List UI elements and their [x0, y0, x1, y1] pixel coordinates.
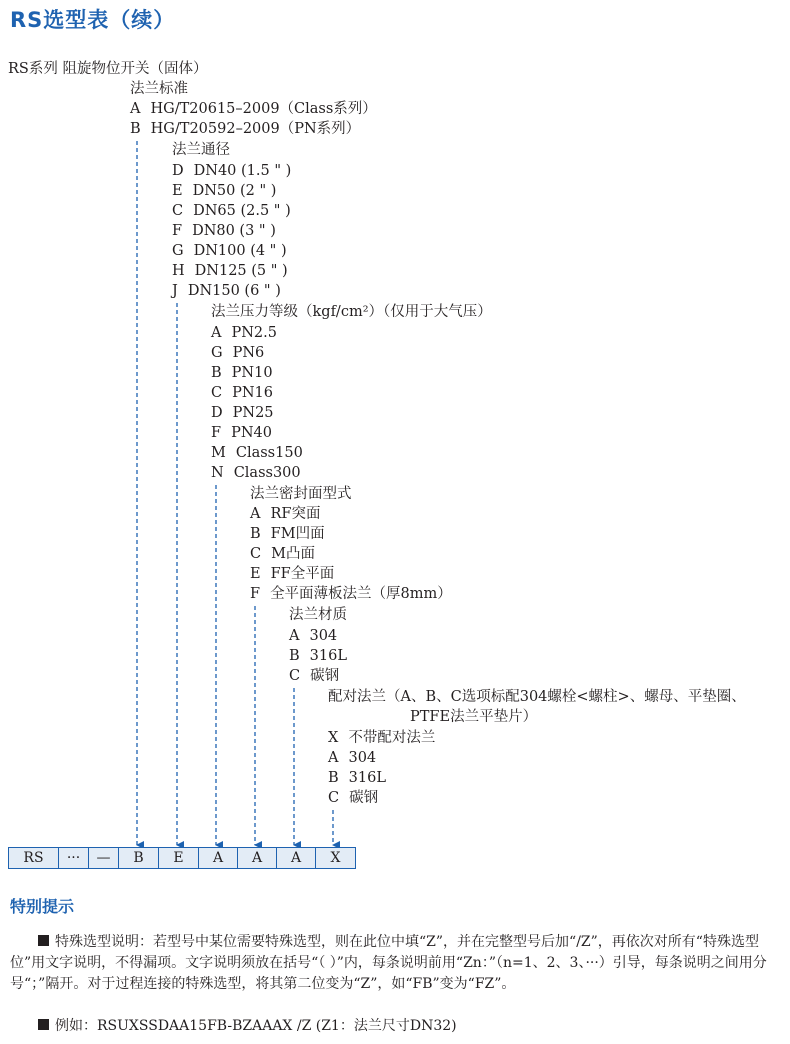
option-text: DN40 (1.5 " )	[193, 163, 292, 179]
example-paragraph	[10, 1016, 785, 1037]
group-header-flange-diameter: 法兰通径	[172, 142, 230, 158]
option-code: A	[328, 750, 339, 766]
option-code: B	[211, 365, 222, 381]
option-code: G	[172, 243, 184, 259]
code-cell: X	[330, 850, 341, 866]
option-code: F	[250, 586, 261, 602]
option-code: A	[130, 101, 141, 117]
option-text: 全平面薄板法兰（厚8mm）	[270, 586, 452, 602]
group-header-sealing-face: 法兰密封面型式	[250, 486, 352, 502]
option-text: PN16	[232, 385, 274, 401]
option-text: DN100 (4 " )	[193, 243, 287, 259]
option-code: N	[211, 465, 224, 481]
option-text: 304	[348, 750, 377, 766]
group-header-pressure-rating: 法兰压力等级（kgf/cm²）（仅用于大气压）	[211, 304, 492, 320]
option-text: FM凹面	[270, 526, 325, 542]
series-title: RS系列 阻旋物位开关（固体）	[8, 61, 208, 77]
option-code: C	[172, 203, 184, 219]
option-text: DN80 (3 " )	[192, 223, 276, 239]
group-header-flange-standard: 法兰标准	[130, 81, 188, 97]
code-cell: A	[238, 848, 277, 868]
code-cell: A	[277, 848, 316, 868]
option-code: B	[328, 770, 339, 786]
option-text: PN10	[231, 365, 273, 381]
option-text: PN2.5	[231, 325, 277, 341]
option-code: X	[328, 730, 339, 746]
option-text: PN40	[231, 425, 272, 441]
option-text: HG/T20615–2009（Class系列）	[150, 101, 377, 117]
option-code: C	[289, 668, 301, 684]
option-code: B	[289, 648, 300, 664]
option-code: C	[250, 546, 262, 562]
option-code: C	[328, 790, 340, 806]
option-text: DN125 (5 " )	[194, 263, 288, 279]
option-code: A	[289, 628, 300, 644]
code-cell: A	[199, 848, 238, 868]
option-text: FF全平面	[270, 566, 335, 582]
code-cell: —	[89, 848, 119, 868]
group-header-mating-flange: 配对法兰（A、B、C选项标配304螺栓<螺柱>、螺母、平垫圈、	[328, 689, 746, 705]
option-code: J	[172, 283, 178, 299]
option-code: M	[211, 445, 226, 461]
option-text: DN50 (2 " )	[192, 183, 277, 199]
code-cell: ···	[59, 848, 89, 868]
code-cell: B	[119, 848, 159, 868]
option-text: PN25	[232, 405, 274, 421]
model-code-bar	[8, 847, 356, 869]
option-code: A	[211, 325, 222, 341]
option-text: Class150	[235, 445, 303, 461]
code-cell: E	[159, 848, 199, 868]
option-text: 碳钢	[310, 668, 340, 684]
option-text: Class300	[233, 465, 301, 481]
option-text: DN150 (6 " )	[187, 283, 281, 299]
option-text: 碳钢	[349, 790, 379, 806]
group-header-flange-material: 法兰材质	[289, 607, 347, 623]
option-code: B	[250, 526, 261, 542]
option-text: 316L	[309, 648, 347, 664]
option-code: G	[211, 345, 223, 361]
option-text: RF突面	[270, 506, 321, 522]
option-text: M凸面	[271, 546, 315, 562]
special-note-paragraph	[10, 932, 785, 995]
square-bullet-icon	[38, 935, 49, 946]
section-title-special-note: 特别提示	[10, 897, 75, 916]
special-note-text: 特殊选型说明：若型号中某位需要特殊选型，则在此位中填“Z”，并在完整型号后加“/Z”，再依次对所有“特殊选型位”用文字说明，不得漏项。文字说明须放在括号“（ ）”内，每条说明前用“Zn：”（n=1、2、3、···）引导，每条说明之间用分号“；”隔开。对于过程连接的特殊选型，将其第二位变为“Z”，如“FB”变为“FZ”。	[10, 934, 767, 992]
square-bullet-icon	[38, 1019, 49, 1030]
page-title: RS选型表（续）	[10, 8, 176, 32]
option-code: E	[250, 566, 261, 582]
option-code: B	[130, 121, 141, 137]
option-code: D	[211, 405, 223, 421]
option-text: PN6	[232, 345, 265, 361]
option-code: C	[211, 385, 223, 401]
example-text: 例如：RSUXSSDAA15FB-BZAAAX /Z (Z1：法兰尺寸DN32)	[55, 1018, 457, 1034]
option-code: F	[211, 425, 222, 441]
option-text: 不带配对法兰	[348, 730, 436, 746]
option-code: E	[172, 183, 183, 199]
option-code: F	[172, 223, 183, 239]
option-text: 316L	[348, 770, 386, 786]
option-text: DN65 (2.5 " )	[193, 203, 291, 219]
option-text: 304	[309, 628, 338, 644]
option-text: HG/T20592–2009（PN系列）	[150, 121, 361, 137]
option-code: A	[250, 506, 261, 522]
code-cell: RS	[9, 848, 59, 868]
option-code: H	[172, 263, 185, 279]
option-code: D	[172, 163, 184, 179]
group-header-mating-flange-line2: PTFE法兰平垫片）	[410, 709, 538, 725]
